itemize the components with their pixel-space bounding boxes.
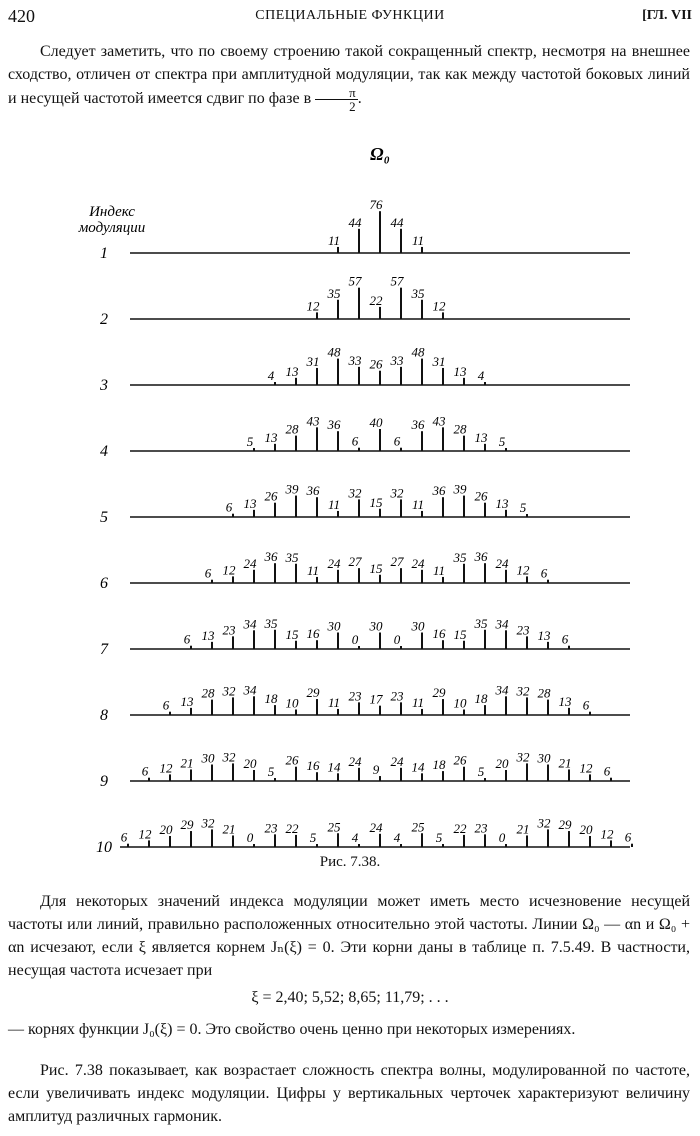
amplitude-label: 12 <box>138 826 152 842</box>
amplitude-label: 5 <box>498 434 506 449</box>
amplitude-label: 34 <box>495 616 509 632</box>
amplitude-label: 35 <box>453 549 467 565</box>
row-index-label: 7 <box>100 641 108 658</box>
amplitude-label: 15 <box>369 494 383 510</box>
amplitude-label: 36 <box>306 483 320 499</box>
roots-formula: ξ = 2,40; 5,52; 8,65; 11,79; . . . <box>251 989 449 1006</box>
amplitude-label: 34 <box>243 616 257 632</box>
intro-period: . <box>357 90 362 108</box>
amplitude-label: 28 <box>537 685 551 701</box>
amplitude-label: 6 <box>351 433 359 449</box>
amplitude-label: 33 <box>348 352 362 368</box>
amplitude-label: 32 <box>390 485 404 501</box>
amplitude-label: 5 <box>435 830 443 845</box>
amplitude-label: 11 <box>327 694 341 710</box>
amplitude-label: 32 <box>516 683 530 699</box>
amplitude-label: 36 <box>264 549 278 565</box>
amplitude-label: 6 <box>162 697 170 713</box>
amplitude-label: 0 <box>498 830 506 845</box>
spectrum-row <box>99 345 630 394</box>
amplitude-label: 5 <box>477 764 485 779</box>
amplitude-label: 6 <box>603 763 611 779</box>
amplitude-label: 21 <box>516 821 530 837</box>
amplitude-label: 28 <box>453 421 467 437</box>
amplitude-label: 32 <box>537 815 551 831</box>
page-number: 420 <box>8 6 35 26</box>
amplitude-label: 32 <box>222 749 236 765</box>
amplitude-label: 26 <box>285 752 299 768</box>
intro-paragraph <box>8 40 690 113</box>
amplitude-label: 35 <box>285 549 299 565</box>
row-index-label: 1 <box>100 245 108 262</box>
amplitude-label: 33 <box>390 352 404 368</box>
amplitude-label: 6 <box>120 829 128 845</box>
amplitude-label: 28 <box>201 685 215 701</box>
amplitude-label: 0 <box>246 830 254 845</box>
amplitude-label: 9 <box>372 762 380 778</box>
amplitude-label: 16 <box>306 626 320 642</box>
amplitude-label: 23 <box>348 688 362 704</box>
amplitude-label: 13 <box>453 363 467 379</box>
amplitude-label: 13 <box>264 429 278 445</box>
amplitude-label: 13 <box>285 363 299 379</box>
amplitude-label: 39 <box>285 481 299 497</box>
amplitude-label: 0 <box>351 632 359 647</box>
amplitude-label: 32 <box>348 485 362 501</box>
spectrum-row <box>100 749 630 790</box>
pi-over-two-fraction <box>315 86 358 113</box>
amplitude-label: 18 <box>264 691 278 707</box>
amplitude-label: 29 <box>558 817 572 833</box>
amplitude-label: 23 <box>474 820 488 836</box>
amplitude-label: 44 <box>390 214 404 230</box>
amplitude-label: 6 <box>393 433 401 449</box>
amplitude-label: 23 <box>516 622 530 638</box>
amplitude-label: 6 <box>225 499 233 515</box>
amplitude-label: 35 <box>327 285 341 301</box>
amplitude-label: 29 <box>180 817 194 833</box>
amplitude-label: 14 <box>411 759 425 775</box>
spectrum-figure <box>0 140 700 857</box>
amplitude-label: 36 <box>411 417 425 433</box>
carrier-label: Ω₀ <box>370 144 390 164</box>
amplitude-label: 24 <box>348 753 362 769</box>
amplitude-label: 23 <box>222 622 236 638</box>
amplitude-label: 6 <box>582 697 590 713</box>
amplitude-label: 20 <box>243 756 257 771</box>
amplitude-label: 31 <box>432 353 446 369</box>
amplitude-label: 35 <box>264 615 278 631</box>
amplitude-label: 5 <box>267 764 275 779</box>
row-index-label: 9 <box>100 773 108 790</box>
amplitude-label: 18 <box>432 757 446 773</box>
axis-label-line2: модуляции <box>78 220 146 236</box>
amplitude-label: 6 <box>561 631 569 647</box>
amplitude-label: 6 <box>540 565 548 581</box>
amplitude-label: 22 <box>453 820 467 836</box>
amplitude-label: 11 <box>327 496 341 512</box>
amplitude-label: 24 <box>495 555 509 571</box>
amplitude-label: 32 <box>201 815 215 831</box>
paragraph-3: — корнях функции J₀(ξ) = 0. Это свойство очень ценно при некоторых измерениях. <box>8 1021 576 1038</box>
amplitude-label: 25 <box>411 819 425 835</box>
amplitude-label: 11 <box>327 232 341 248</box>
amplitude-label: 12 <box>600 826 614 842</box>
amplitude-label: 27 <box>390 554 404 570</box>
amplitude-label: 18 <box>474 691 488 707</box>
amplitude-label: 5 <box>246 434 254 449</box>
amplitude-label: 11 <box>306 562 320 578</box>
amplitude-label: 6 <box>183 631 191 647</box>
spectrum-row <box>100 197 630 262</box>
amplitude-label: 26 <box>453 752 467 768</box>
amplitude-label: 30 <box>411 618 425 634</box>
amplitude-label: 25 <box>327 819 341 835</box>
amplitude-label: 21 <box>222 821 236 837</box>
fraction-numerator: π <box>315 86 358 100</box>
amplitude-label: 48 <box>327 344 341 360</box>
amplitude-label: 23 <box>264 820 278 836</box>
amplitude-label: 36 <box>432 483 446 499</box>
amplitude-label: 4 <box>477 368 485 383</box>
amplitude-label: 44 <box>348 214 362 230</box>
page-header <box>0 6 700 28</box>
row-index-label: 10 <box>96 839 112 852</box>
amplitude-label: 24 <box>327 555 341 571</box>
intro-text: Следует заметить, что по своему строению такой сокращенный спектр, несмотря на внешнее сходство, отличен от спектра при амплитудной модуляции, так как между частотой боковых линий и несущей частотой имеется сдвиг по фазе в <box>8 43 690 108</box>
amplitude-label: 20 <box>579 822 593 837</box>
amplitude-label: 57 <box>348 273 362 289</box>
amplitude-label: 36 <box>327 417 341 433</box>
row-index-label: 6 <box>100 575 108 592</box>
spectrum-chart <box>0 140 700 852</box>
amplitude-label: 6 <box>141 763 149 779</box>
amplitude-label: 48 <box>411 344 425 360</box>
paragraph-4: Рис. 7.38 показывает, как возрастает сложность спектра волны, модулированной по частоте, если увеличивать индекс модуляции. Цифры у вертикальных черточек характеризуют величину амплитуд различных гармоник. <box>8 1062 690 1125</box>
amplitude-label: 12 <box>579 760 593 776</box>
paragraph-2: Для некоторых значений индекса модуляции может иметь место исчезновение несущей частоты или линий, правильно расположенных относительно этой частоты. Линии Ω₀ — αn и Ω₀ + αn исчезают, если ξ является корнем Jₙ(ξ) = 0. Эти корни даны в таблице п. 7.5.49. В частности, несущая частота исчезает при <box>8 893 690 979</box>
amplitude-label: 34 <box>495 682 509 698</box>
amplitude-label: 22 <box>285 820 299 836</box>
row-index-label: 3 <box>100 377 108 394</box>
spectrum-row <box>96 815 632 852</box>
amplitude-label: 35 <box>474 615 488 631</box>
amplitude-label: 12 <box>159 760 173 776</box>
row-index-label: 5 <box>100 509 108 526</box>
amplitude-label: 76 <box>369 197 383 213</box>
amplitude-label: 29 <box>432 685 446 701</box>
row-index-label: 4 <box>100 443 108 460</box>
amplitude-label: 11 <box>411 232 425 248</box>
chapter-label: [ГЛ. VII <box>642 8 692 23</box>
spectrum-row <box>100 682 630 724</box>
amplitude-label: 21 <box>558 755 572 771</box>
amplitude-label: 14 <box>327 759 341 775</box>
amplitude-label: 30 <box>201 750 215 766</box>
amplitude-label: 13 <box>201 627 215 643</box>
amplitude-label: 15 <box>285 626 299 642</box>
amplitude-label: 57 <box>390 273 404 289</box>
amplitude-label: 13 <box>474 429 488 445</box>
amplitude-label: 5 <box>309 830 317 845</box>
amplitude-label: 6 <box>624 829 632 845</box>
amplitude-label: 0 <box>393 632 401 647</box>
fraction-denominator: 2 <box>349 99 356 114</box>
amplitude-label: 4 <box>351 830 359 845</box>
amplitude-label: 12 <box>432 298 446 314</box>
amplitude-label: 31 <box>306 353 320 369</box>
amplitude-label: 40 <box>369 415 383 430</box>
amplitude-label: 11 <box>411 496 425 512</box>
amplitude-label: 13 <box>180 693 194 709</box>
spectrum-row <box>100 482 630 526</box>
amplitude-label: 30 <box>369 618 383 634</box>
amplitude-label: 4 <box>267 368 275 383</box>
amplitude-label: 30 <box>327 618 341 634</box>
running-title: СПЕЦИАЛЬНЫЕ ФУНКЦИИ <box>255 8 445 23</box>
amplitude-label: 43 <box>432 413 446 429</box>
amplitude-label: 20 <box>495 756 509 771</box>
row-index-label: 8 <box>100 707 108 724</box>
row-index-label: 2 <box>100 311 108 328</box>
axis-label-line1: Индекс <box>89 204 135 220</box>
spectrum-row <box>100 413 630 460</box>
amplitude-label: 15 <box>453 626 467 642</box>
amplitude-label: 6 <box>204 565 212 581</box>
amplitude-label: 21 <box>180 755 194 771</box>
amplitude-label: 20 <box>159 822 173 837</box>
spectrum-row <box>100 549 630 592</box>
amplitude-label: 26 <box>474 488 488 504</box>
amplitude-label: 32 <box>222 683 236 699</box>
amplitude-label: 17 <box>369 691 383 707</box>
amplitude-label: 29 <box>306 685 320 701</box>
amplitude-label: 26 <box>264 488 278 504</box>
amplitude-label: 16 <box>306 758 320 774</box>
figure-caption: Рис. 7.38. <box>319 854 381 870</box>
amplitude-label: 13 <box>558 693 572 709</box>
amplitude-label: 24 <box>369 819 383 835</box>
amplitude-label: 12 <box>222 562 236 578</box>
amplitude-label: 16 <box>432 626 446 642</box>
amplitude-label: 24 <box>390 753 404 769</box>
amplitude-label: 4 <box>393 830 401 845</box>
amplitude-label: 13 <box>495 495 509 511</box>
amplitude-label: 24 <box>243 555 257 571</box>
amplitude-label: 13 <box>537 627 551 643</box>
amplitude-label: 10 <box>285 695 299 711</box>
amplitude-label: 28 <box>285 421 299 437</box>
spectrum-row <box>100 274 630 328</box>
amplitude-label: 15 <box>369 560 383 576</box>
amplitude-label: 10 <box>453 695 467 711</box>
amplitude-label: 39 <box>453 481 467 497</box>
amplitude-label: 11 <box>411 694 425 710</box>
amplitude-label: 35 <box>411 285 425 301</box>
amplitude-label: 13 <box>243 495 257 511</box>
amplitude-label: 30 <box>537 750 551 766</box>
amplitude-label: 32 <box>516 749 530 765</box>
amplitude-label: 5 <box>519 500 527 515</box>
amplitude-label: 22 <box>369 292 383 308</box>
amplitude-label: 12 <box>306 298 320 314</box>
amplitude-label: 24 <box>411 555 425 571</box>
amplitude-label: 36 <box>474 549 488 565</box>
amplitude-label: 26 <box>369 356 383 372</box>
spectrum-row <box>100 616 630 658</box>
amplitude-label: 11 <box>432 562 446 578</box>
amplitude-label: 43 <box>306 413 320 429</box>
amplitude-label: 27 <box>348 554 362 570</box>
amplitude-label: 12 <box>516 562 530 578</box>
amplitude-label: 34 <box>243 682 257 698</box>
amplitude-label: 23 <box>390 688 404 704</box>
